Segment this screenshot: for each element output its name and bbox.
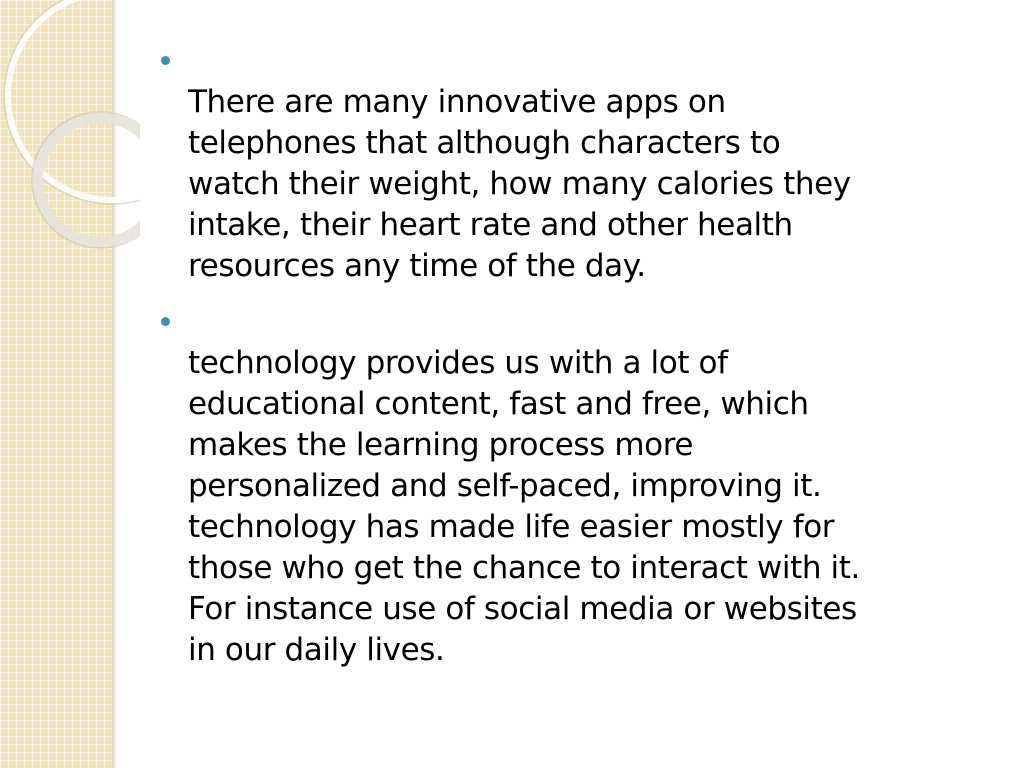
bullet-dot-icon [161,317,170,326]
decorative-rings [0,0,140,260]
bullet-item [158,301,978,671]
bullet-text: There are many innovative apps on telephones that although characters to watch their weight, how many calories they intake, their heart rate and other health resources any time of the day. [188,84,851,284]
large-ring [8,0,140,200]
bullet-text: technology provides us with a lot of educational content, fast and free, which makes the learning process more personalized and self-paced, improving it. technology has made life easier mostly for those who get the chance to interact with it. For instance use of social media or websites in our daily lives. [188,345,860,668]
large-ring-shadow [4,0,140,204]
bullet-item [158,40,978,287]
slide-content [158,40,978,671]
bullet-dot-icon [161,56,170,65]
